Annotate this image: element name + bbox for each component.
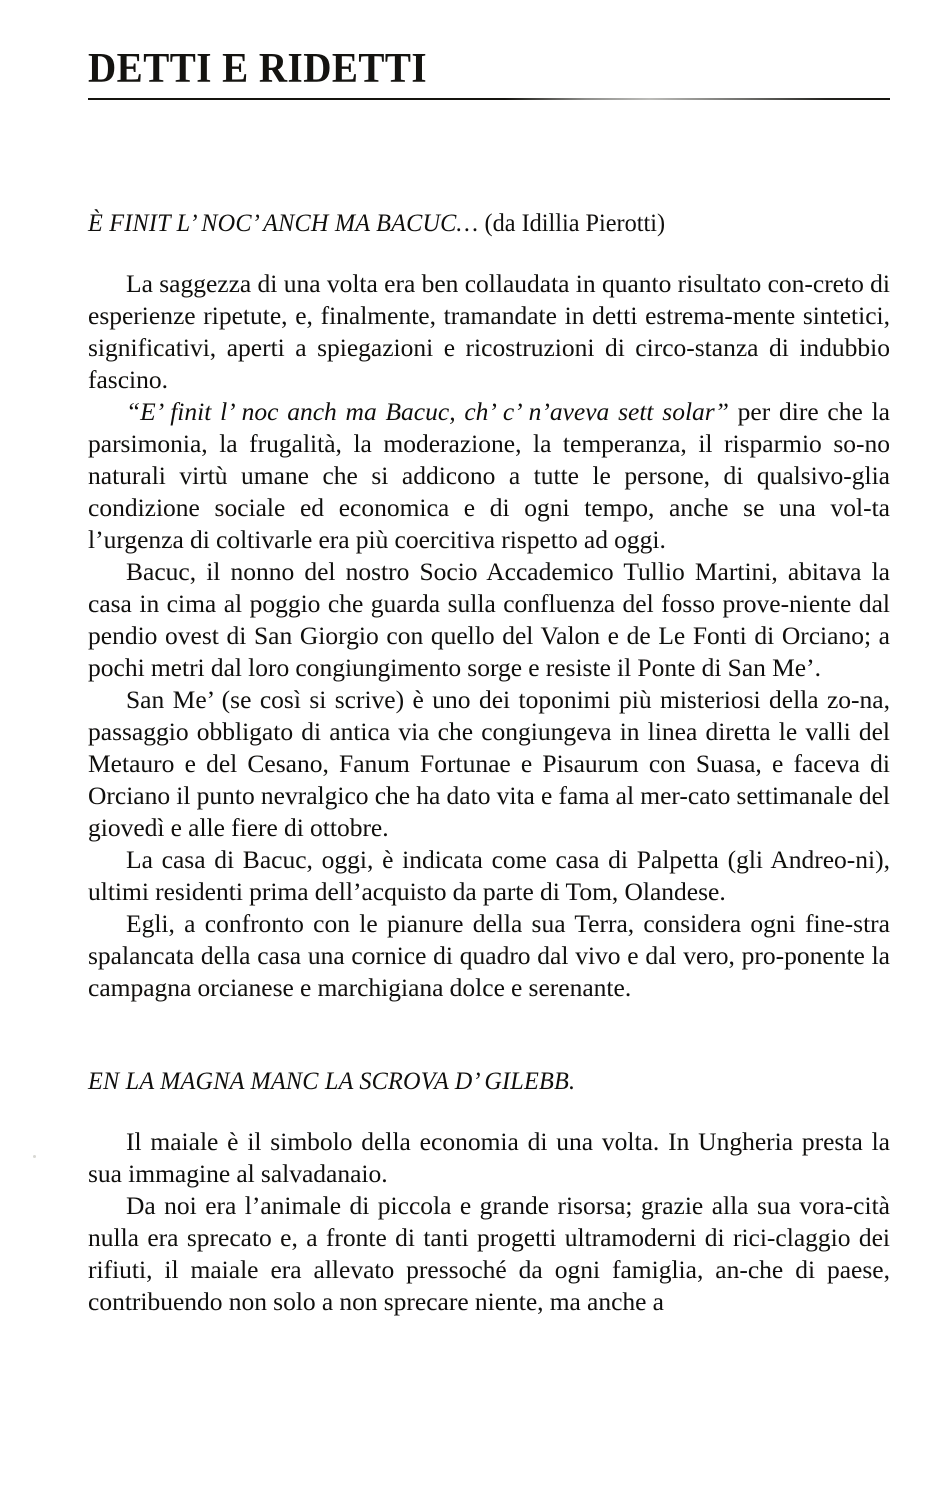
paragraph: La saggezza di una volta era ben collaudata in quanto risultato con-​creto di esperienze ripetute, e, finalmente, tramandate in detti estrema-​mente sintetici, significativi, aperti a spiegazioni e ricostruzioni di circo-​stanza di indubbio fascino.: [88, 269, 890, 394]
paragraph: San Me’ (se così si scrive) è uno dei toponimi più misteriosi della zo-​na, passaggio obbligato di antica via che congiungeva in linea diretta le valli del Metauro e del Cesano, Fanum Fortunae e Pisaurum con Suasa, e faceva di Orciano il punto nevralgico che ha dato vita e fama al mer-​cato settimanale del giovedì e alle fiere di ottobre.: [88, 685, 890, 842]
paragraph-with-quote: “E’ finit l’ noc anch ma Bacuc, ch’ c’ n’aveva sett solar” per dire che la parsimonia, la frugalità, la moderazione, la temperanza, il risparmio so-​no naturali virtù umane che si addicono a tutte le persone, di qualsivo-​glia condizione sociale ed economica e di ogni tempo, anche se una vol-​ta l’urgenza di coltivarle era più coercitiva rispetto ad oggi.: [88, 397, 890, 554]
paragraph: Il maiale è il simbolo della economia di una volta. In Ungheria presta la sua immagine al salvadanaio.: [88, 1127, 890, 1188]
section-heading-2: EN LA MAGNA MANC LA SCROVA D’ GILEBB.: [88, 1068, 576, 1095]
page-title: DETTI E RIDETTI: [88, 46, 428, 92]
paragraph: La casa di Bacuc, oggi, è indicata come casa di Palpetta (gli Andreo-​ni), ultimi residenti prima dell’acquisto da parte di Tom, Olandese.: [88, 845, 890, 906]
scan-artifact-speck: [33, 1155, 36, 1158]
spacer: [88, 1004, 890, 1066]
title-divider-rule: [88, 98, 890, 100]
body-column: [88, 208, 890, 1318]
paragraph: Da noi era l’animale di piccola e grande risorsa; grazie alla sua vora-​cità nulla era sprecato e, a fronte di tanti progetti ultramoderni di rici-​claggio dei rifiuti, il maiale era allevato pressoché da ogni famiglia, an-​che di paese, contribuendo non solo a non sprecare niente, ma anche a: [88, 1191, 890, 1316]
spacer: [88, 1098, 890, 1126]
page-header: [88, 46, 890, 92]
paragraph: Egli, a confronto con le pianure della sua Terra, considera ogni fine-​stra spalancata della casa una cornice di quadro dal vivo e dal vero, pro-​ponente la campagna orcianese e marchigiana dolce e serenante.: [88, 909, 890, 1002]
section-heading-1-attribution: (da Idillia Pierotti): [484, 210, 666, 237]
paragraph: Bacuc, il nonno del nostro Socio Accademico Tullio Martini, abitava la casa in cima al poggio che guarda sulla confluenza del fosso prove-​niente dal pendio ovest di San Giorgio con quello del Valon e de Le Fonti di Orciano; a pochi metri dal loro congiungimento sorge e resiste il Ponte di San Me’.: [88, 557, 890, 682]
section-heading-1: [88, 208, 866, 240]
section-heading-1-text: È FINIT L’ NOC’ ANCH MA BACUC…: [88, 210, 479, 237]
spacer: [88, 240, 890, 268]
